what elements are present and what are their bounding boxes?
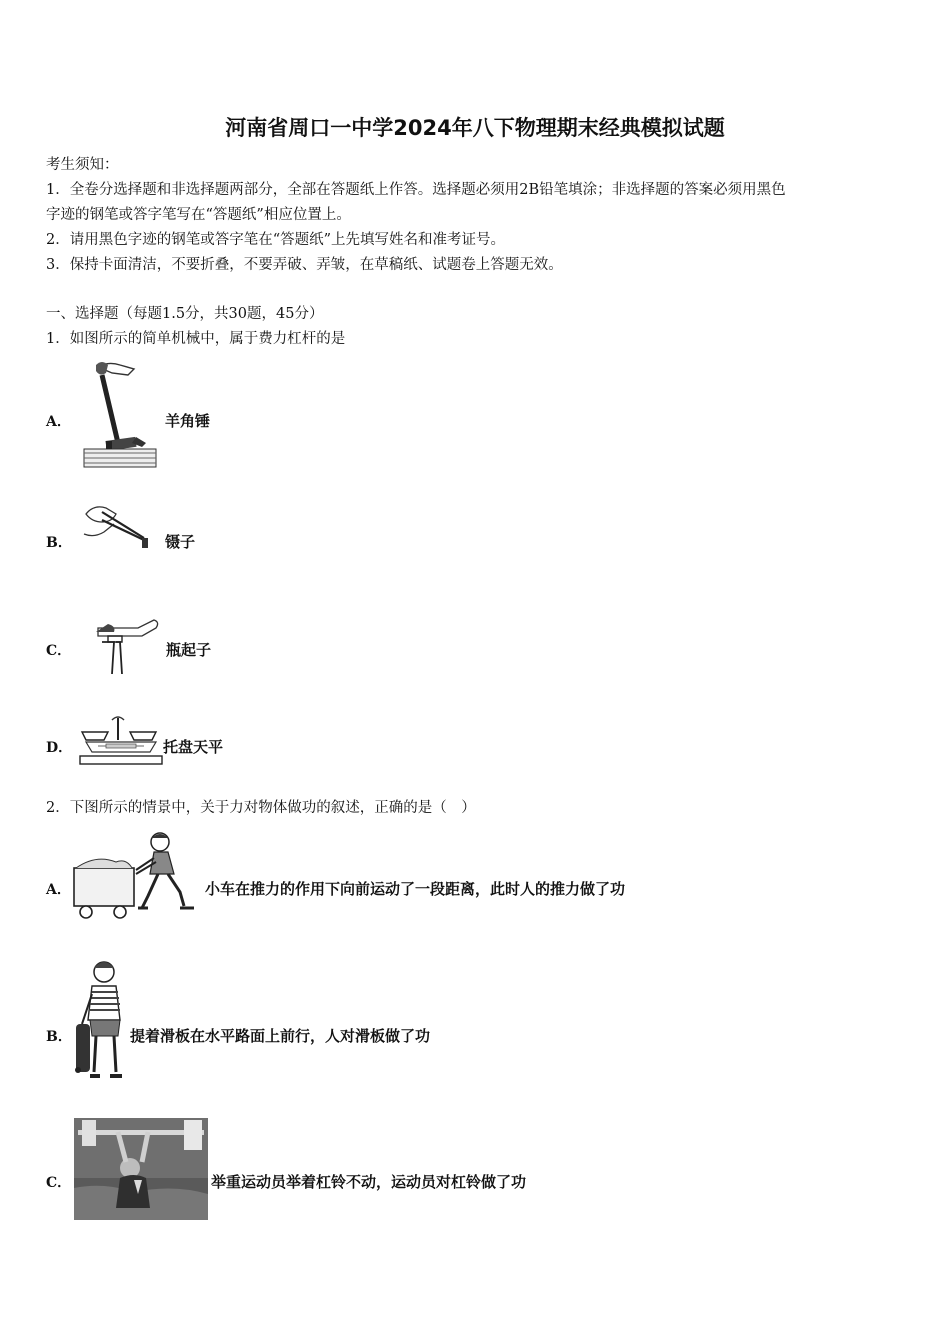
q2-option-c-label[interactable]: C． bbox=[46, 1175, 72, 1191]
carrying-skateboard-icon bbox=[68, 958, 128, 1086]
bottle-opener-icon bbox=[88, 612, 164, 674]
q1-option-d-text: 托盘天平 bbox=[163, 738, 224, 756]
pushing-cart-icon bbox=[68, 828, 202, 920]
question-1-stem: 1．如图所示的简单机械中，属于费力杠杆的是 bbox=[46, 331, 346, 347]
q1-option-d-label[interactable]: D． bbox=[46, 740, 73, 756]
q1-option-a-text: 羊角锤 bbox=[165, 412, 211, 430]
section-heading: 一、选择题（每题1.5分，共30题，45分） bbox=[46, 306, 324, 322]
q2-option-a-text: 小车在推力的作用下向前运动了一段距离，此时人的推力做了功 bbox=[205, 880, 626, 898]
q1-option-c-label[interactable]: C． bbox=[46, 643, 72, 659]
q2-option-b-text: 提着滑板在水平路面上前行，人对滑板做了功 bbox=[130, 1027, 431, 1045]
notice-heading: 考生须知： bbox=[46, 157, 119, 173]
question-2-stem: 2．下图所示的情景中，关于力对物体做功的叙述，正确的是（ ） bbox=[46, 800, 476, 816]
balance-scale-icon bbox=[76, 714, 166, 768]
claw-hammer-icon bbox=[80, 355, 160, 470]
notice-item-2: 2．请用黑色字迹的钢笔或答字笔在“答题纸”上先填写姓名和准考证号。 bbox=[46, 232, 506, 248]
page-title: 河南省周口一中学2024年八下物理期末经典模拟试题 bbox=[225, 116, 725, 140]
q1-option-b-text: 镊子 bbox=[165, 533, 196, 551]
notice-item-1: 1．全卷分选择题和非选择题两部分，全部在答题纸上作答。选择题必须用2B铅笔填涂；非选择题的答案必须用黑色 bbox=[46, 182, 786, 198]
q2-option-a-label[interactable]: A． bbox=[46, 882, 71, 898]
q2-option-b-label[interactable]: B． bbox=[46, 1029, 72, 1045]
q1-option-a-label[interactable]: A． bbox=[46, 414, 71, 430]
tweezers-icon bbox=[80, 500, 160, 555]
q1-option-c-text: 瓶起子 bbox=[166, 641, 212, 659]
q1-option-b-label[interactable]: B． bbox=[46, 535, 72, 551]
notice-item-3: 3．保持卡面清洁，不要折叠，不要弄破、弄皱，在草稿纸、试题卷上答题无效。 bbox=[46, 257, 563, 273]
notice-item-1-cont: 字迹的钢笔或答字笔写在“答题纸”相应位置上。 bbox=[46, 207, 351, 223]
weightlifter-photo-icon bbox=[74, 1118, 208, 1220]
q2-option-c-text: 举重运动员举着杠铃不动，运动员对杠铃做了功 bbox=[211, 1173, 527, 1191]
